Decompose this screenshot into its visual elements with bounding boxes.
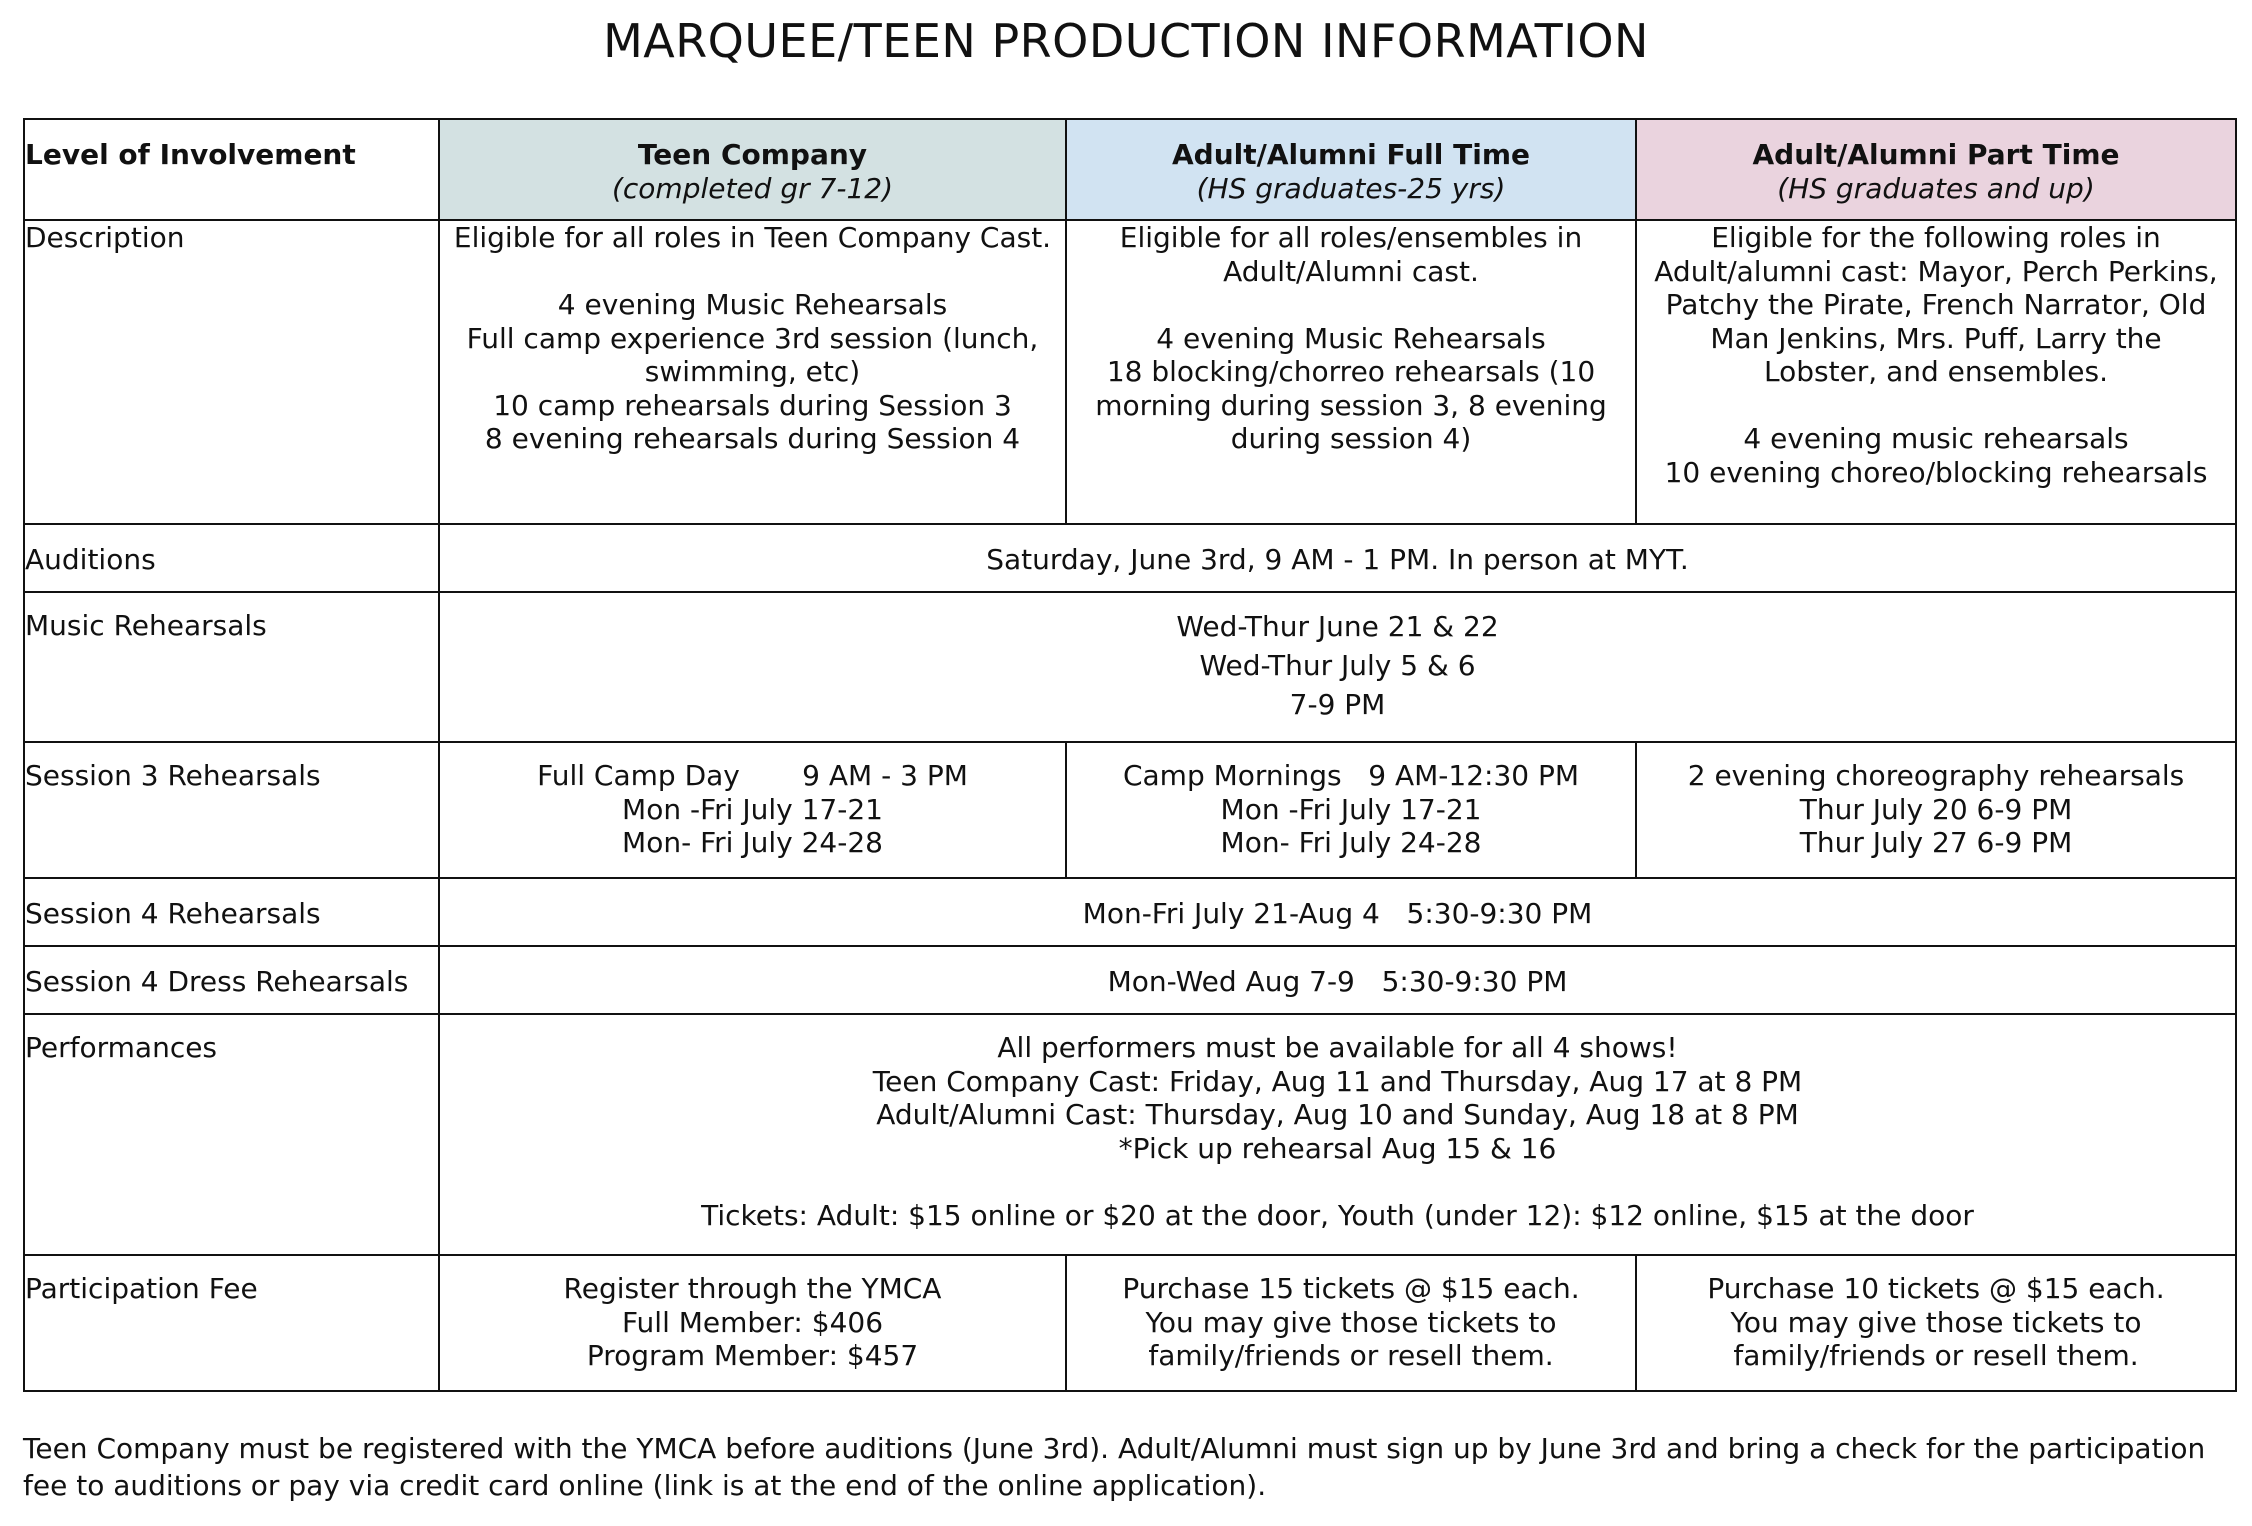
full-time-session-3-line: Mon -Fri July 17-21: [1220, 792, 1482, 826]
performances-line: *Pick up rehearsal Aug 15 & 16: [1118, 1131, 1557, 1165]
music-rehearsal-time: 7-9 PM: [1289, 688, 1386, 721]
teen-company-title: Teen Company: [637, 138, 868, 171]
session-4-value: Mon-Fri July 21-Aug 4 5:30-9:30 PM: [439, 878, 2236, 946]
session-3-label: Session 3 Rehearsals: [24, 742, 439, 878]
teen-session-3-line: Mon- Fri July 24-28: [622, 826, 883, 859]
full-time-session-3-cell: [1066, 742, 1636, 878]
teen-session-3-cell: [439, 742, 1066, 878]
part-time-description-intro: Eligible for the following roles in: [1711, 221, 2161, 254]
auditions-row: [24, 524, 2236, 592]
full-time-description-line: during session 4): [1230, 422, 1472, 455]
session-4-dress-rehearsals-row: [24, 946, 2236, 1014]
adult-part-time-header: [1636, 119, 2236, 220]
page-title: MARQUEE/TEEN PRODUCTION INFORMATION: [603, 14, 1649, 68]
full-time-fee-line: Purchase 15 tickets @ $15 each.: [1122, 1272, 1580, 1305]
part-time-description-cell: [1636, 220, 2236, 524]
full-time-session-3-line: Camp Mornings 9 AM-12:30 PM: [1122, 759, 1580, 792]
session-4-rehearsals-row: [24, 878, 2236, 946]
full-time-description-line: 4 evening Music Rehearsals: [1156, 321, 1546, 355]
music-rehearsals-row: [24, 592, 2236, 742]
adult-part-time-subtitle: (HS graduates and up): [1777, 171, 2095, 205]
full-time-description-intro: Adult/Alumni cast.: [1223, 254, 1479, 288]
auditions-value: Saturday, June 3rd, 9 AM - 1 PM. In person at MYT.: [439, 524, 2236, 592]
auditions-label: Auditions: [24, 524, 439, 592]
teen-description-intro: Eligible for all roles in Teen Company Cast.: [453, 221, 1052, 254]
teen-company-header: [439, 119, 1066, 220]
teen-fee-line: Full Member: $406: [621, 1305, 884, 1339]
performances-cell: [439, 1014, 2236, 1255]
music-rehearsal-date: Wed-Thur July 5 & 6: [1199, 649, 1476, 682]
part-time-fee-line: You may give those tickets to: [1730, 1305, 2142, 1339]
music-rehearsals-label: Music Rehearsals: [24, 592, 439, 742]
part-time-session-3-line: 2 evening choreography rehearsals: [1687, 759, 2185, 792]
part-time-description-intro: Patchy the Pirate, French Narrator, Old: [1665, 288, 2207, 321]
teen-description-line: 10 camp rehearsals during Session 3: [493, 388, 1012, 422]
performances-label: Performances: [24, 1014, 439, 1255]
part-time-description-intro: Adult/alumni cast: Mayor, Perch Perkins,: [1654, 254, 2218, 288]
part-time-description-line: 10 evening choreo/blocking rehearsals: [1664, 455, 2208, 489]
full-time-fee-line: family/friends or resell them.: [1148, 1339, 1554, 1372]
registration-note-line: fee to auditions or pay via credit card online (link is at the end of the online application).: [23, 1469, 1267, 1502]
teen-fee-cell: [439, 1255, 1066, 1391]
full-time-fee-line: You may give those tickets to: [1145, 1305, 1557, 1339]
adult-part-time-title: Adult/Alumni Part Time: [1752, 138, 2120, 171]
registration-note: [23, 1430, 2235, 1504]
teen-fee-line: Register through the YMCA: [563, 1272, 942, 1305]
full-time-description-line: 18 blocking/chorreo rehearsals (10: [1106, 355, 1596, 388]
part-time-description-intro: Man Jenkins, Mrs. Puff, Larry the: [1710, 321, 2162, 355]
performances-line: All performers must be available for all 4 shows!: [997, 1031, 1678, 1064]
part-time-fee-cell: [1636, 1255, 2236, 1391]
music-rehearsal-date: Wed-Thur June 21 & 22: [1176, 610, 1499, 643]
full-time-description-intro: Eligible for all roles/ensembles in: [1119, 221, 1583, 254]
dress-rehearsals-label: Session 4 Dress Rehearsals: [24, 946, 439, 1014]
teen-company-subtitle: (completed gr 7-12): [611, 171, 894, 205]
production-info-table: [23, 118, 2237, 1392]
performances-line: Adult/Alumni Cast: Thursday, Aug 10 and Sunday, Aug 18 at 8 PM: [876, 1098, 1799, 1131]
part-time-description-intro: Lobster, and ensembles.: [1763, 355, 2109, 388]
description-row: [24, 220, 2236, 524]
level-of-involvement-label: Level of Involvement: [25, 138, 356, 171]
performances-line: Teen Company Cast: Friday, Aug 11 and Thursday, Aug 17 at 8 PM: [872, 1064, 1803, 1098]
part-time-session-3-line: Thur July 20 6-9 PM: [1799, 792, 2073, 826]
participation-fee-row: [24, 1255, 2236, 1391]
music-rehearsals-cell: [439, 592, 2236, 742]
teen-description-cell: [439, 220, 1066, 524]
full-time-description-cell: [1066, 220, 1636, 524]
teen-description-line: 4 evening Music Rehearsals: [557, 288, 948, 321]
teen-description-line: swimming, etc): [644, 355, 861, 388]
part-time-session-3-line: Thur July 27 6-9 PM: [1799, 826, 2073, 859]
header-row: [24, 119, 2236, 220]
participation-fee-label: Participation Fee: [24, 1255, 439, 1391]
dress-rehearsals-value: Mon-Wed Aug 7-9 5:30-9:30 PM: [439, 946, 2236, 1014]
part-time-description-line: 4 evening music rehearsals: [1743, 422, 2129, 455]
performances-row: [24, 1014, 2236, 1255]
adult-full-time-subtitle: (HS graduates-25 yrs): [1196, 171, 1506, 205]
full-time-session-3-line: Mon- Fri July 24-28: [1220, 826, 1482, 859]
teen-description-line: Full camp experience 3rd session (lunch,: [466, 321, 1039, 355]
description-label: Description: [24, 220, 439, 524]
registration-note-line: Teen Company must be registered with the YMCA before auditions (June 3rd). Adult/Alumni must sign up by June 3rd and bring a check for the participation: [23, 1432, 2206, 1465]
full-time-description-line: morning during session 3, 8 evening: [1095, 388, 1607, 422]
adult-full-time-title: Adult/Alumni Full Time: [1172, 138, 1530, 171]
session-3-rehearsals-row: [24, 742, 2236, 878]
teen-session-3-line: Mon -Fri July 17-21: [622, 792, 883, 826]
teen-session-3-line: Full Camp Day 9 AM - 3 PM: [537, 759, 968, 792]
part-time-fee-line: Purchase 10 tickets @ $15 each.: [1707, 1272, 2165, 1305]
full-time-fee-cell: [1066, 1255, 1636, 1391]
ticket-prices: Tickets: Adult: $15 online or $20 at the door, Youth (under 12): $12 online, $15 at the door: [701, 1198, 1974, 1232]
header-label-cell: [24, 119, 439, 220]
session-4-label: Session 4 Rehearsals: [24, 878, 439, 946]
teen-fee-line: Program Member: $457: [586, 1339, 919, 1372]
part-time-fee-line: family/friends or resell them.: [1733, 1339, 2139, 1372]
adult-full-time-header: [1066, 119, 1636, 220]
part-time-session-3-cell: [1636, 742, 2236, 878]
teen-description-line: 8 evening rehearsals during Session 4: [484, 422, 1021, 455]
